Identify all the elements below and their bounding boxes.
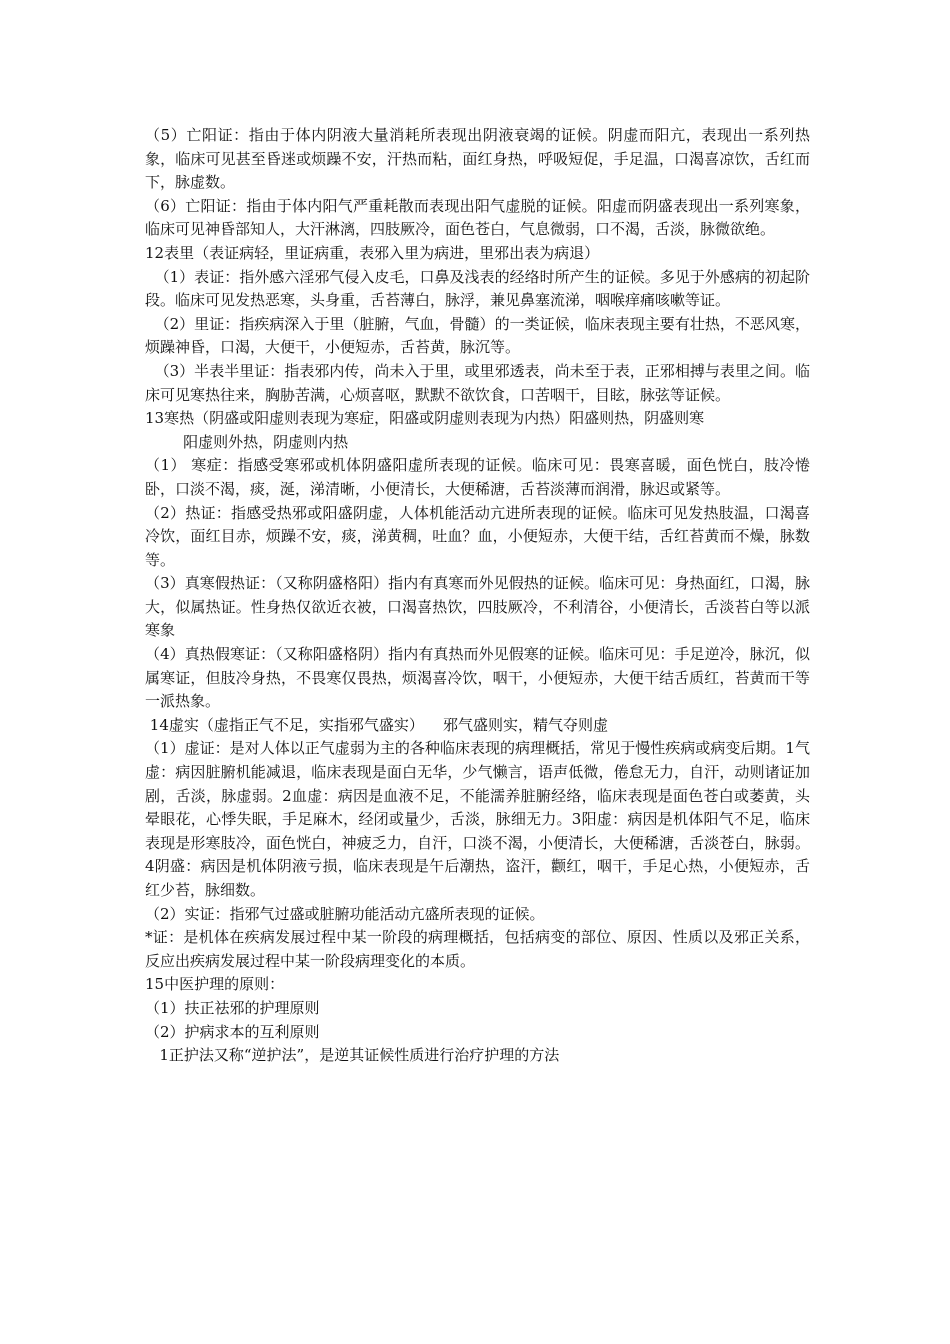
paragraph-banbiaobanli: （3）半表半里证：指表邪内传，尚未入于里，或里邪透表，尚未至于表，正邪相搏与表里之间。临床可见寒热往来，胸胁苦满，心烦喜呕，默默不欲饮食，口苦咽干，目眩，脉弦等证候。 xyxy=(145,361,810,404)
paragraph-lizheng: （2）里证：指疾病深入于里（脏腑，气血，骨髓）的一类证候，临床表现主要有壮热，不恶风寒，烦躁神昏，口渴，大便干，小便短赤，舌苔黄，脉沉等。 xyxy=(145,314,810,357)
list-item-fuzheng-quxie: （1）扶正祛邪的护理原则 xyxy=(145,998,320,1017)
paragraph-wangyang-6: （6）亡阳证：指由于体内阳气严重耗散而表现出阳气虚脱的证候。阳虚而阴盛表现出一系列寒象，临床可见神昏部知人，大汗淋漓，四肢厥冷，面色苍白，气息微弱，口不渴，舌淡，脉微欲绝。 xyxy=(145,196,810,239)
section-heading-xushi: 14虚实（虚指正气不足，实指邪气盛实） 邪气盛则实，精气夺则虚 xyxy=(145,715,608,734)
list-item-zhenghufa: 1正护法又称“逆护法”，是逆其证候性质进行治疗护理的方法 xyxy=(145,1046,560,1065)
document-body xyxy=(145,124,810,1068)
section-heading-hanre: 13寒热（阴盛或阳虚则表现为寒症，阳盛或阴虚则表现为内热）阳盛则热，阴盛则寒 xyxy=(145,409,705,428)
paragraph-zhenhanjiare: （3）真寒假热证：（又称阴盛格阳）指内有真寒而外见假热的证候。临床可见：身热面红，口渴，脉大，似属热证。性身热仅欲近衣被，口渴喜热饮，四肢厥冷，不利清谷，小便清长，舌淡苔白等以派寒象 xyxy=(145,574,810,640)
paragraph-zhenrejiahan: （4）真热假寒证：（又称阳盛格阴）指内有真热而外见假寒的证候。临床可见：手足逆冷，脉沉，似属寒证，但肢冷身热，不畏寒仅畏热，烦渴喜冷饮，咽干，小便短赤，大便干结舌质红，苔黄而干等一派热象。 xyxy=(145,645,810,711)
section-heading-biaoli: 12表里（表证病轻，里证病重，表邪入里为病进，里邪出表为病退） xyxy=(145,243,600,262)
paragraph-zheng-definition: *证：是机体在疾病发展过程中某一阶段的病理概括，包括病变的部位、原因、性质以及邪正关系，反应出疾病发展过程中某一阶段病理变化的本质。 xyxy=(145,928,810,970)
paragraph-biaozheng: （1）表证：指外感六淫邪气侵入皮毛，口鼻及浅表的经络时所产生的证候。多见于外感病的初起阶段。临床可见发热恶寒，头身重，舌苔薄白，脉浮，兼见鼻塞流涕，咽喉痒痛咳嗽等证。 xyxy=(145,267,810,310)
paragraph-shizheng: （2）实证：指邪气过盛或脏腑功能活动亢盛所表现的证候。 xyxy=(145,904,545,923)
list-item-hubing-qiuben: （2）护病求本的互利原则 xyxy=(145,1022,320,1041)
paragraph-hanzheng: （1） 寒症：指感受寒邪或机体阴盛阳虚所表现的证候。临床可见：畏寒喜暖，面色恍白，肢冷惓卧，口淡不渴，痰，涎，涕清晰，小便清长，大便稀溏，舌苔淡薄而润滑，脉迟或紧等。 xyxy=(145,456,810,498)
paragraph-rezheng: （2）热证：指感受热邪或阳盛阴虚，人体机能活动亢进所表现的证候。临床可见发热肢温，口渴喜冷饮，面红目赤，烦躁不安，痰，涕黄稠，吐血？血，小便短赤，大便干结，舌红苔黄而不燥，脉数等。 xyxy=(145,503,810,569)
paragraph-wangyang-5: （5）亡阳证：指由于体内阴液大量消耗所表现出阴液衰竭的证候。阴虚而阳亢，表现出一系列热象，临床可见甚至昏迷或烦躁不安，汗热而粘，面红身热，呼吸短促，手足温，口渴喜凉饮，舌红而下，脉虚数。 xyxy=(145,126,810,192)
section-heading-hanre-cont: 阳虚则外热，阴虚则内热 xyxy=(145,432,349,451)
section-heading-huli-yuanze: 15中医护理的原则： xyxy=(145,975,285,994)
paragraph-xuzheng: （1）虚证：是对人体以正气虚弱为主的各种临床表现的病理概括，常见于慢性疾病或病变后期。1气虚：病因脏腑机能减退，临床表现是面白无华，少气懒言，语声低微，倦怠无力，自汗，动则诸证加剧，舌淡，脉虚弱。2血虚：病因是血液不足，不能濡养脏腑经络，临床表现是面色苍白或萎黄，头晕眼花，心悸失眠，手足麻木，经闭或量少，舌淡，脉细无力。3阳虚：病因是机体阳气不足，临床表现是形寒肢冷，面色恍白，神疲乏力，自汗，口淡不渴，小便清长，大便稀溏，舌淡苍白，脉弱。4阴盛：病因是机体阴液亏损，临床表现是午后潮热，盗汗，颧红，咽干，手足心热，小便短赤，舌红少苔，脉细数。 xyxy=(145,739,810,899)
